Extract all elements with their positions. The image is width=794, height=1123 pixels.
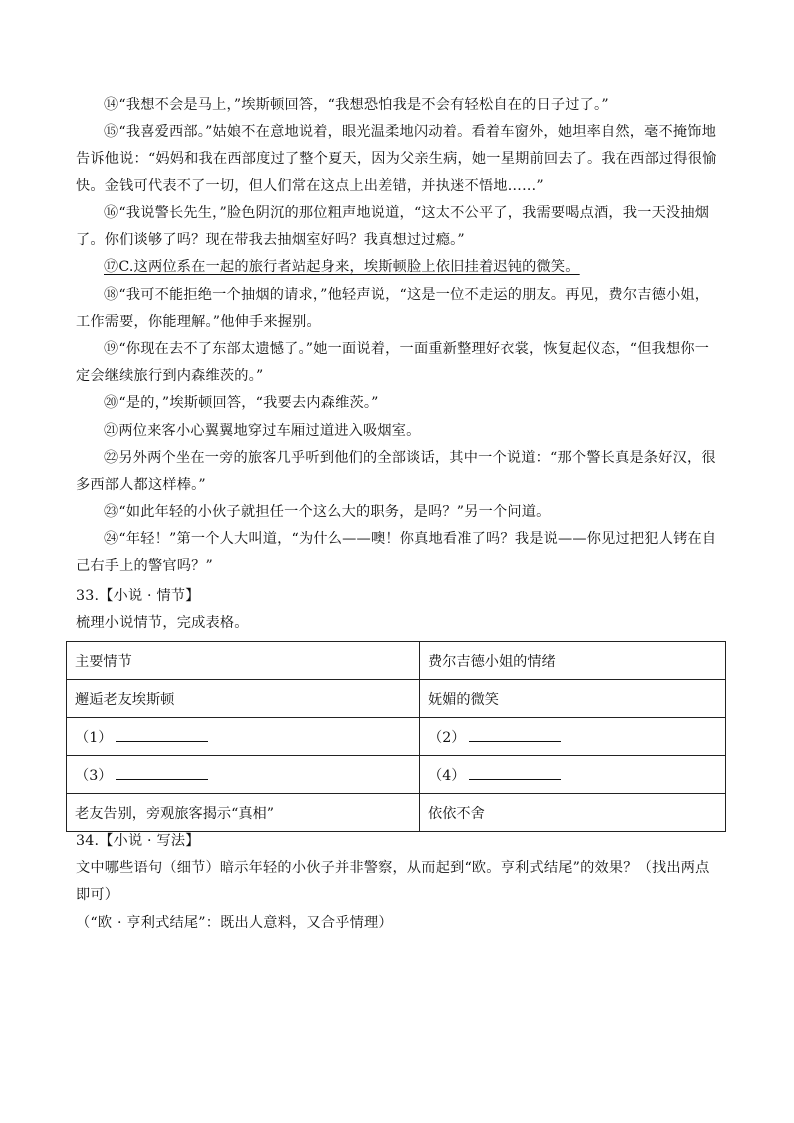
paragraph-24: ㉔“年轻！”第一个人大叫道，“为什么——噢！你真地看准了吗？我是说——你见过把犯人铐在自己右手上的警官吗？” <box>76 531 717 574</box>
blank-label: （1） <box>75 729 113 746</box>
paragraph-21: ㉑两位来客小心翼翼地穿过车厢过道进入吸烟室。 <box>104 423 421 439</box>
paragraph-16: ⑯“我说警长先生，”脸色阴沉的那位粗声地说道，“这太不公平了，我需要喝点酒，我一天没抽烟了。你们谈够了吗？现在带我去抽烟室好吗？我真想过过瘾。” <box>76 205 710 248</box>
q34-note: （“欧 · 亨利式结尾”：既出人意料，又合乎情理） <box>76 915 393 931</box>
blank-label: （4） <box>428 767 466 784</box>
table-header-row <box>67 642 726 680</box>
paragraph-23: ㉓“如此年轻的小伙子就担任一个这么大的职务，是吗？”另一个问道。 <box>104 504 551 520</box>
answer-blank-1[interactable] <box>116 727 208 742</box>
paragraph-15: ⑮“我喜爱西部。”姑娘不在意地说着，眼光温柔地闪动着。看着车窗外，她坦率自然，毫不掩饰地告诉他说：“妈妈和我在西部度过了整个夏天，因为父亲生病，她一星期前回去了。我在西部过得很愉快。金钱可代表不了一切，但人们常在这点上出差错，并执迷不悟地……” <box>76 124 717 194</box>
table-cell: 妩媚的微笑 <box>420 680 726 718</box>
answer-blank-3[interactable] <box>116 765 208 780</box>
paragraph-18: ⑱“我可不能拒绝一个抽烟的请求，”他轻声说，“这是一位不走运的朋友。再见，费尔吉德小姐，工作需要，你能理解。”他伸手来握别。 <box>76 287 710 330</box>
table-header-cell: 费尔吉德小姐的情绪 <box>420 642 726 680</box>
table-row <box>67 756 726 794</box>
paragraph-17: ⑰C.这两位系在一起的旅行者站起身来，埃斯顿脸上依旧挂着迟钝的微笑。 <box>104 259 580 275</box>
paragraph-19: ⑲“你现在去不了东部太遗憾了。”她一面说着，一面重新整理好衣裳，恢复起仪态，“但我想你一定会继续旅行到内森维茨的。” <box>76 341 710 384</box>
q33-instruction: 梳理小说情节，完成表格。 <box>76 615 249 631</box>
table-cell: 依依不舍 <box>420 794 726 832</box>
table-cell-blank[interactable] <box>420 756 726 794</box>
q33-heading: 33.【小说 · 情节】 <box>76 588 200 604</box>
blank-label: （2） <box>428 729 466 746</box>
table-cell-blank[interactable] <box>420 718 726 756</box>
table-cell-blank[interactable] <box>67 718 420 756</box>
table-row <box>67 794 726 832</box>
answer-blank-2[interactable] <box>469 727 561 742</box>
paragraph-14: ⑭“我想不会是马上，”埃斯顿回答，“我想恐怕我是不会有轻松自在的日子过了。” <box>104 97 609 113</box>
plot-table <box>66 641 726 832</box>
blank-label: （3） <box>75 767 113 784</box>
paragraph-17-wrap <box>76 254 722 281</box>
q34-heading: 34.【小说 · 写法】 <box>76 833 200 849</box>
table-row <box>67 680 726 718</box>
table-row <box>67 718 726 756</box>
table-cell: 邂逅老友埃斯顿 <box>67 680 420 718</box>
table-cell: 老友告别，旁观旅客揭示“真相” <box>67 794 420 832</box>
table-header-cell: 主要情节 <box>67 642 420 680</box>
answer-blank-4[interactable] <box>469 765 561 780</box>
table-cell-blank[interactable] <box>67 756 420 794</box>
paragraph-22: ㉒另外两个坐在一旁的旅客几乎听到他们的全部谈话，其中一个说道：“那个警长真是条好汉，很多西部人都这样棒。” <box>76 450 716 493</box>
paragraph-20: ⑳“是的，”埃斯顿回答，“我要去内森维茨。” <box>104 395 379 411</box>
q34-question: 文中哪些语句（细节）暗示年轻的小伙子并非警察，从而起到“欧。亨利式结尾”的效果？（找出两点即可） <box>76 860 710 903</box>
